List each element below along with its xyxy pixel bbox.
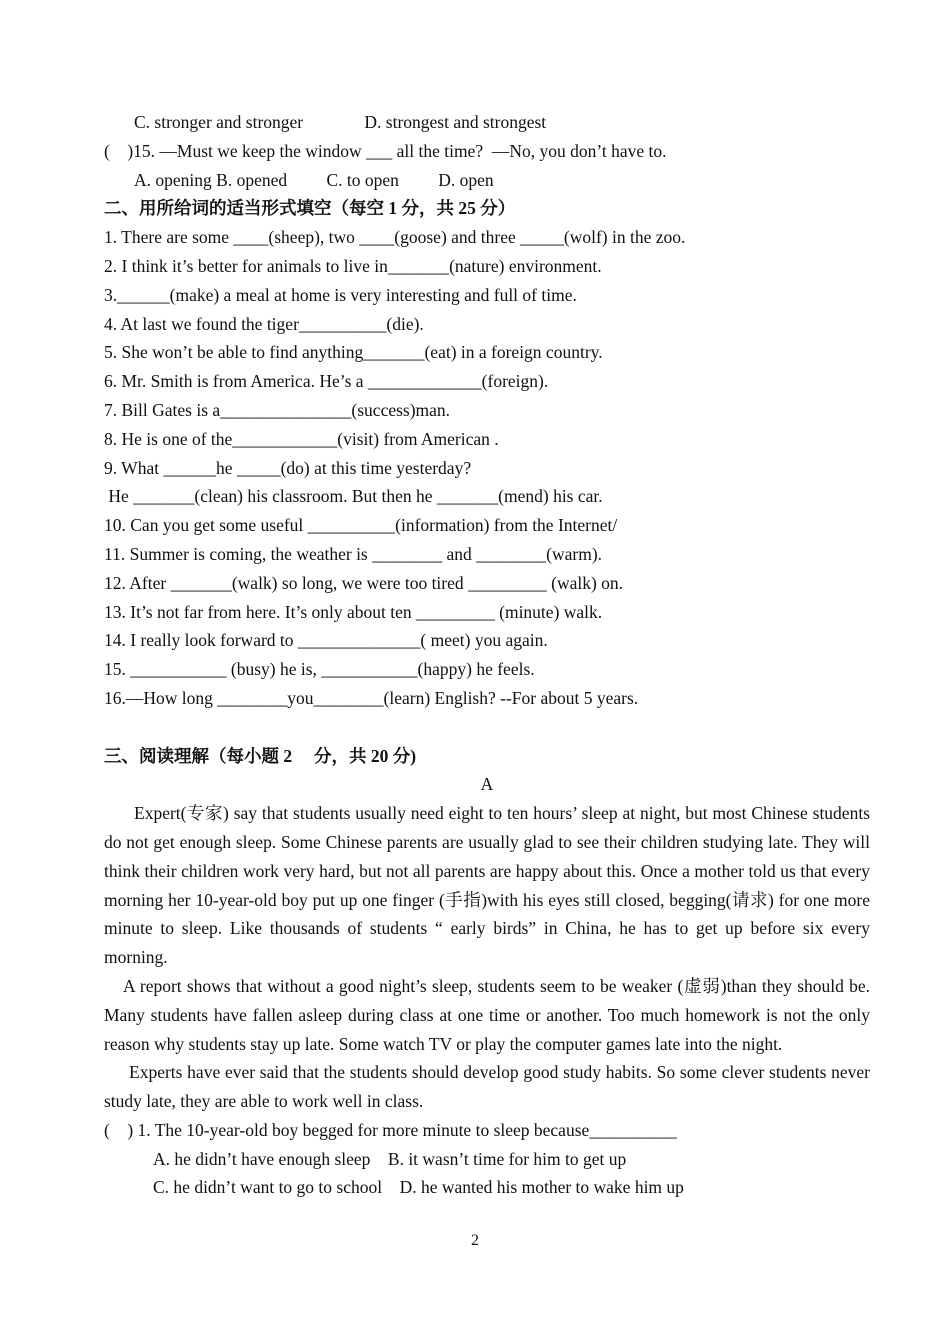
fill-item: 6. Mr. Smith is from America. He’s a _____________(foreign).	[104, 371, 549, 392]
fill-item: 5. She won’t be able to find anything_______(eat) in a foreign country.	[104, 342, 603, 363]
q15-options: A. opening B. opened C. to open D. open	[134, 169, 494, 190]
page-number: 2	[471, 1232, 479, 1249]
section2-heading: 二、用所给词的适当形式填空（每空 1 分，共 25 分）	[104, 198, 516, 219]
fill-item: 14. I really look forward to ______________( meet) you again.	[104, 630, 548, 651]
fill-item: 10. Can you get some useful __________(information) from the Internet/	[104, 515, 618, 536]
fill-item: 12. After _______(walk) so long, we were too tired _________ (walk) on.	[104, 572, 624, 593]
passage-paragraph: Expert(专家) say that students usually need eight to ten hours’ sleep at night, but most Chinese students do not get enough sleep. Some Chinese parents are usually glad to see their children studying late. They will think their children work very hard, but not all parents are happy about this. Once a mother told us that every morning her 10-year-old boy put up one finger (手指)with his eyes still closed, begging(请求) for one more minute to sleep. Like thousands of students “ early birds” in China, he has to get up before six every morning.	[104, 803, 870, 968]
exam-page	[104, 108, 870, 1202]
section3-heading: 三、阅读理解（每小题 2 分，共 20 分)	[104, 745, 417, 766]
fill-item: 4. At last we found the tiger__________(die).	[104, 313, 424, 334]
fill-item: 15. ___________ (busy) he is, ___________(happy) he feels.	[104, 659, 535, 680]
q15-stem: ( )15. —Must we keep the window ___ all the time? —No, you don’t have to.	[104, 140, 667, 161]
fill-item: 3.______(make) a meal at home is very interesting and full of time.	[104, 284, 577, 305]
fill-item: 16.—How long ________you________(learn) English? --For about 5 years.	[104, 687, 639, 708]
fill-item: 9. What ______he _____(do) at this time yesterday?	[104, 457, 472, 478]
fill-item: 8. He is one of the____________(visit) from American .	[104, 428, 499, 449]
section2-items	[104, 223, 870, 713]
fill-item: 11. Summer is coming, the weather is ________ and ________(warm).	[104, 543, 603, 564]
fill-item: 7. Bill Gates is a_______________(success)man.	[104, 399, 451, 420]
passage-paragraph: Experts have ever said that the students should develop good study habits. So some clever students never study late, they are able to work well in class.	[104, 1062, 870, 1112]
reading-q1-options: C. he didn’t want to go to school D. he wanted his mother to wake him up	[153, 1177, 684, 1198]
fill-item: 2. I think it’s better for animals to live in_______(nature) environment.	[104, 255, 602, 276]
fill-item: He _______(clean) his classroom. But then he _______(mend) his car.	[104, 486, 603, 507]
passage-paragraph: A report shows that without a good night’s sleep, students seem to be weaker (虚弱)than they should be. Many students have fallen asleep during class at one time or another. Too much homework is not the only reason why students stay up late. Some watch TV or play the computer games late into the night.	[104, 975, 870, 1054]
q14-options: C. stronger and stronger D. strongest and strongest	[134, 112, 547, 132]
fill-item: 13. It’s not far from here. It’s only about ten _________ (minute) walk.	[104, 601, 603, 622]
spacer	[104, 713, 870, 742]
reading-q1-options: A. he didn’t have enough sleep B. it wasn’t time for him to get up	[153, 1148, 627, 1169]
passage-label: A	[480, 774, 494, 795]
fill-item: 1. There are some ____(sheep), two ____(goose) and three _____(wolf) in the zoo.	[104, 227, 686, 248]
reading-q1-stem: ( ) 1. The 10-year-old boy begged for more minute to sleep because__________	[104, 1119, 677, 1140]
